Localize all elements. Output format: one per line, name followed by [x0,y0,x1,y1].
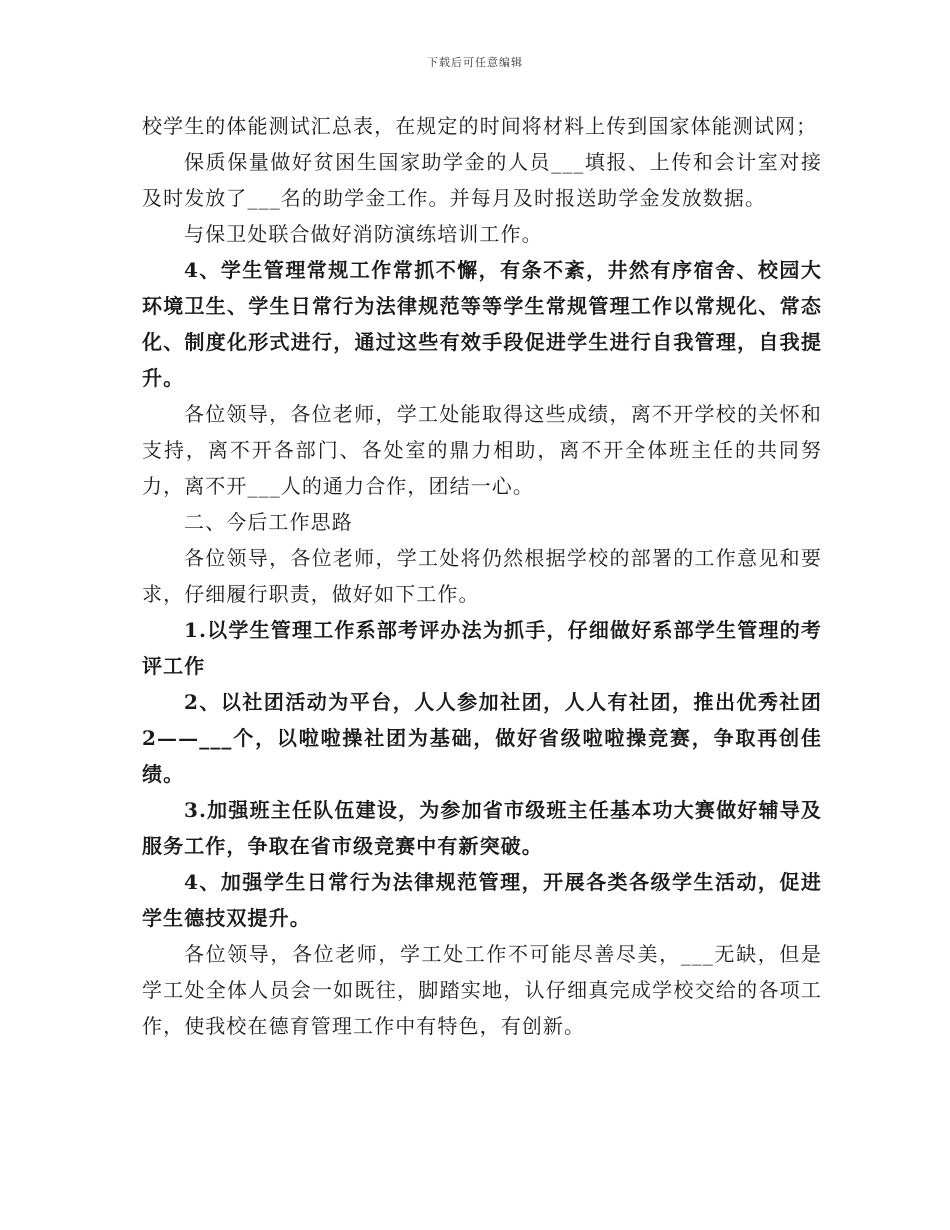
paragraph: 与保卫处联合做好消防演练培训工作。 [184,222,543,246]
document-body [142,108,822,1044]
list-item: 1.以学生管理工作系部考评办法为抓手，仔细做好系部学生管理的考评工作 [142,618,822,678]
list-item: 4、加强学生日常行为法律规范管理，开展各类各级学生活动，促进学生德技双提升。 [142,870,822,930]
paragraph: 校学生的体能测试汇总表，在规定的时间将材料上传到国家体能测试网； [142,114,818,138]
list-item: 2、以社团活动为平台，人人参加社团，人人有社团，推出优秀社团2——___个，以啦啦操社团为基础，做好省级啦啦操竞赛，争取再创佳绩。 [142,690,822,786]
paragraph: 各位领导，各位老师，学工处能取得这些成绩，离不开学校的关怀和支持，离不开各部门、各处室的鼎力相助，离不开全体班主任的共同努力，离不开___人的通力合作，团结一心。 [142,402,822,498]
paragraph-bold: 4、学生管理常规工作常抓不懈，有条不紊，井然有序宿舍、校园大环境卫生、学生日常行为法律规范等等学生常规管理工作以常规化、常态化、制度化形式进行，通过这些有效手段促进学生进行自我管理，自我提升。 [142,258,822,390]
paragraph: 各位领导，各位老师，学工处将仍然根据学校的部署的工作意见和要求，仔细履行职责，做好如下工作。 [142,546,822,606]
page-header: 下载后可任意编辑 [427,56,523,69]
paragraph: 各位领导，各位老师，学工处工作不可能尽善尽美，___无缺，但是学工处全体人员会一如既往，脚踏实地，认仔细真完成学校交给的各项工作，使我校在德育管理工作中有特色，有创新。 [142,942,822,1038]
section-heading: 二、今后工作思路 [184,510,353,534]
list-item: 3.加强班主任队伍建设，为参加省市级班主任基本功大赛做好辅导及服务工作，争取在省市级竞赛中有新突破。 [142,798,822,858]
paragraph: 保质保量做好贫困生国家助学金的人员___填报、上传和会计室对接及时发放了___名的助学金工作。并每月及时报送助学金发放数据。 [142,150,822,210]
